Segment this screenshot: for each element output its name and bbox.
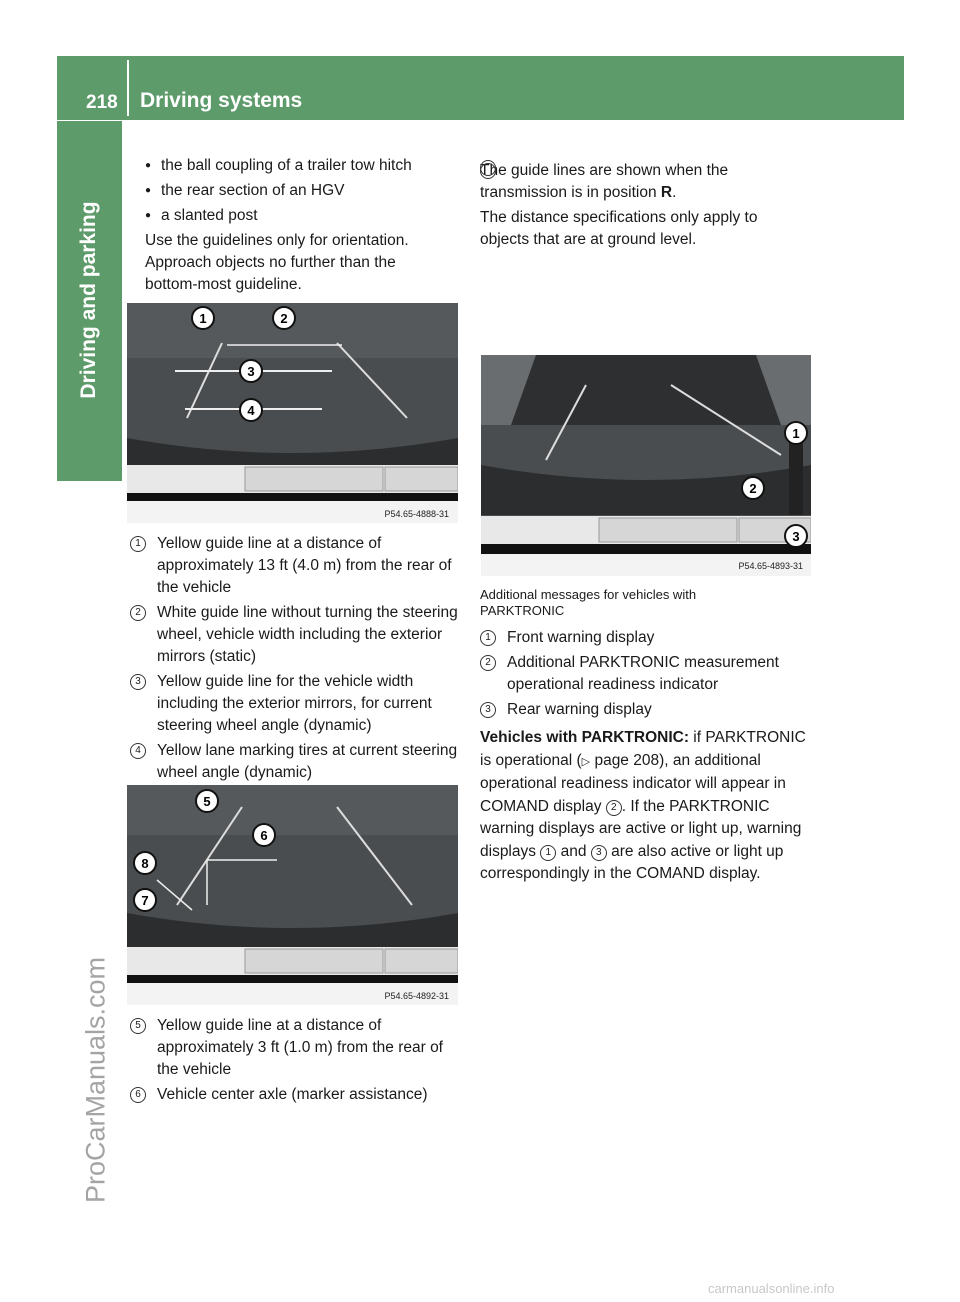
figure-caption: Additional messages for vehicles with PARKTRONIC xyxy=(480,587,697,618)
section-tab-label: Driving and parking xyxy=(77,201,100,399)
page-ref-arrow-icon: ▷ xyxy=(581,755,591,768)
callout-marker xyxy=(134,889,156,911)
callout-marker xyxy=(273,307,295,329)
left-column-top xyxy=(145,155,465,296)
legend-item: 1 Front warning display xyxy=(480,627,815,649)
left-legend-1 xyxy=(130,533,460,787)
list-item: ● the ball coupling of a trailer tow hitch xyxy=(145,157,412,174)
right-column-bottom xyxy=(480,587,815,886)
callout-marker xyxy=(192,307,214,329)
legend-item: 2 Additional PARKTRONIC measurement operational readiness indicator xyxy=(480,652,807,696)
legend-item: 4 Yellow lane marking tires at current steering wheel angle (dynamic) xyxy=(130,740,460,784)
svg-text:5: 5 xyxy=(203,794,211,809)
camera-figure-1 xyxy=(127,303,458,523)
intro-paragraph: Use the guidelines only for orientation. Approach objects no further than the bottom-most guideline. xyxy=(145,232,409,293)
watermark: ProCarManuals.com xyxy=(80,956,111,1204)
svg-text:1: 1 xyxy=(199,311,207,326)
callout-marker xyxy=(253,824,275,846)
legend-item: 5 Yellow guide line at a distance of approximately 3 ft (1.0 m) from the rear of the vehicle xyxy=(130,1015,460,1081)
callout-marker xyxy=(134,852,156,874)
right-column-top xyxy=(480,157,815,251)
legend-item: 3 Rear warning display xyxy=(480,699,815,721)
left-legend-2 xyxy=(130,1015,460,1109)
paragraph: The distance specifications only apply to objects that are at ground level. xyxy=(480,209,758,248)
svg-text:8: 8 xyxy=(141,856,149,871)
footer-watermark: carmanualsonline.info xyxy=(708,1281,835,1296)
list-item: ● a slanted post xyxy=(145,207,258,224)
legend-item: 6 Vehicle center axle (marker assistance) xyxy=(130,1084,460,1106)
callout-marker xyxy=(785,422,807,444)
figure-code: P54.65-4892-31 xyxy=(384,991,449,1001)
figure-code: P54.65-4888-31 xyxy=(384,509,449,519)
svg-text:3: 3 xyxy=(247,364,255,379)
callout-marker xyxy=(196,790,218,812)
callout-marker xyxy=(240,399,262,421)
legend-item: 2 White guide line without turning the steering wheel, vehicle width including the exterior mirrors (static) xyxy=(130,602,460,668)
legend-item: 1 Yellow guide line at a distance of approximately 13 ft (4.0 m) from the rear of the vehicle xyxy=(130,533,460,599)
svg-text:6: 6 xyxy=(260,828,268,843)
legend-item: 3 Yellow guide line for the vehicle width including the exterior mirrors, for current steering wheel angle (dynamic) xyxy=(130,671,460,737)
page-number: 218 xyxy=(86,92,118,113)
camera-figure-2 xyxy=(127,785,458,1005)
header-divider xyxy=(127,60,129,116)
camera-figure-3 xyxy=(481,355,811,576)
parktronic-paragraph: Vehicles with PARKTRONIC: if PARKTRONIC is operational (▷ page 208), an additional operational readiness indicator will appear in COMAND display 2 . If the PARKTRONIC warning displays are active or light up, warning displays 1 and 3 are also active or light up correspondingly in the COMAND display. xyxy=(480,729,806,882)
callout-marker xyxy=(785,525,807,547)
callout-marker xyxy=(742,477,764,499)
callout-marker xyxy=(240,360,262,382)
svg-text:7: 7 xyxy=(141,893,149,908)
svg-text:1: 1 xyxy=(792,426,800,441)
svg-text:2: 2 xyxy=(280,311,288,326)
svg-text:4: 4 xyxy=(247,403,255,418)
list-item: ● the rear section of an HGV xyxy=(145,182,345,199)
paragraph: The guide lines are shown when the transmission is in position R. xyxy=(480,162,729,201)
page-title: Driving systems xyxy=(140,89,303,112)
svg-text:3: 3 xyxy=(792,529,800,544)
figure-code: P54.65-4893-31 xyxy=(738,561,803,571)
svg-text:2: 2 xyxy=(749,481,757,496)
